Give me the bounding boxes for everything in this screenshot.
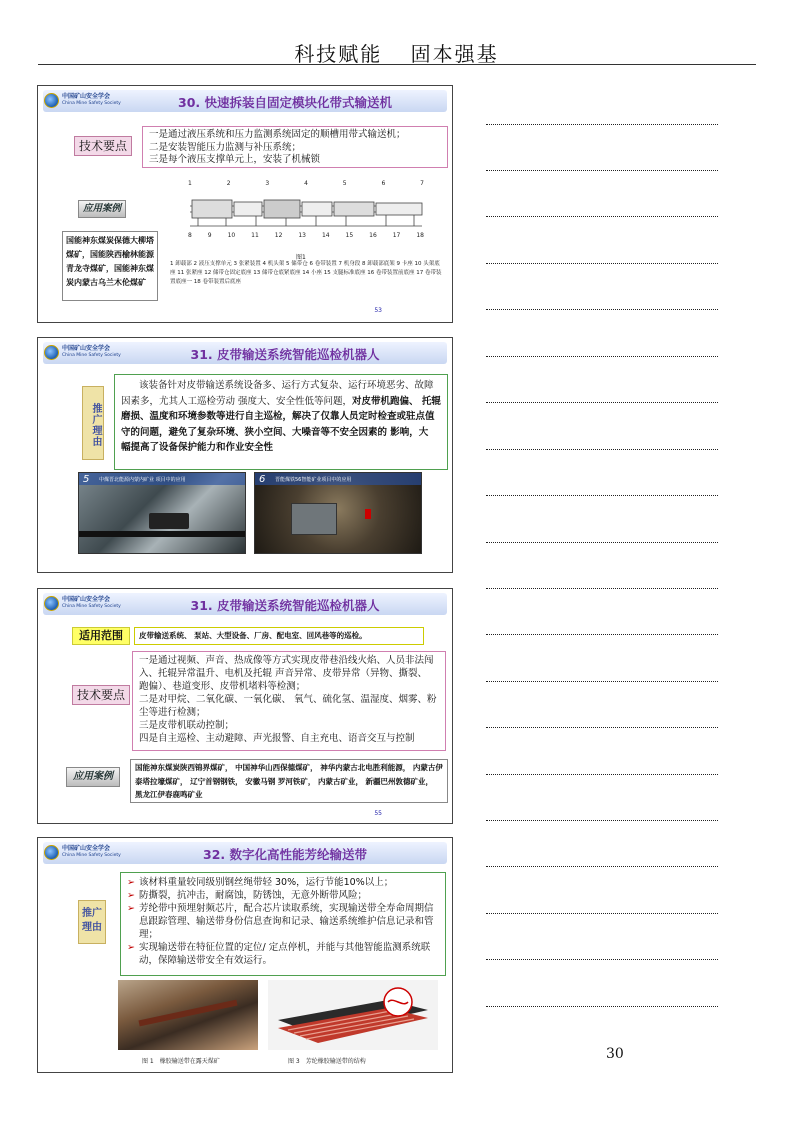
- photo-number: 5: [83, 474, 90, 485]
- tech-line-2: 二是安装智能压力监测与补压系统；: [149, 141, 302, 153]
- scope-label: 适用范围: [72, 627, 130, 645]
- bullet-text: 该材料重量较同级别钢丝绳带轻 30%，运行节能10%以上；: [138, 877, 394, 888]
- bullet-item: [127, 902, 439, 941]
- note-line: [486, 263, 718, 264]
- diagram-number: 5: [342, 180, 347, 187]
- application-case-text: 国能神东煤炭保德大柳塔煤矿，国能陕西榆林能源青龙寺煤矿，国能神东煤炭内蒙古乌兰木伦煤矿: [62, 231, 158, 301]
- bullet-item: [127, 941, 439, 967]
- logo-en-text: China Mine Safety Society: [62, 353, 121, 358]
- society-logo: [44, 595, 122, 611]
- diagram-number: 1: [188, 180, 192, 187]
- diagram-number: 13: [298, 232, 306, 239]
- promotion-reason-box: [120, 872, 446, 976]
- diagram-number: 11: [251, 232, 259, 239]
- tech-line-4: 四是自主巡检、主动避障、声光报警、自主充电、语音交互与控制: [139, 733, 415, 744]
- logo-en-text: China Mine Safety Society: [62, 853, 121, 858]
- figure-caption: 1 卸载部 2 液压支撑单元 3 张紧装置 4 机头架 5 储带仓 6 卷带装置 7 机身段 8 卸载部底架 9 卡座 10 头架底座 11 张紧座 12 储带仓固定底座 13 储带仓底紧底座 14 小座 15 支腿标准底座 16 卷带装置前底座 17 卷带装置底座一 18 卷带装置后底座: [170, 261, 442, 285]
- scope-text: 皮带输送系统、 泵站、大型设备、厂房、配电室、回风巷等的巡检。: [134, 627, 424, 645]
- tech-points-box: [132, 651, 446, 751]
- note-line: [486, 774, 718, 775]
- note-line: [486, 216, 718, 217]
- slide-title: 31. 皮带输送系统智能巡检机器人: [190, 598, 380, 613]
- bullet-arrow-icon: ➢: [127, 890, 135, 901]
- tech-line-3: 三是皮带机联动控制；: [139, 720, 235, 731]
- society-logo-icon: [44, 845, 59, 860]
- note-line: [486, 866, 718, 867]
- diagram-number: 10: [227, 232, 236, 239]
- note-line: [486, 1006, 718, 1007]
- robot-photo-2: [254, 472, 422, 554]
- note-line: [486, 449, 718, 450]
- society-logo-icon: [44, 345, 59, 360]
- logo-en-text: China Mine Safety Society: [62, 101, 121, 106]
- note-line: [486, 356, 718, 357]
- reason-normal-text: 该装备针对皮带输送系统设备多、运行方式复杂、运行环境恶劣、故障因素多，尤其人工巡检劳动 强度大、安全性低等问题，: [121, 380, 434, 407]
- logo-cn-text: 中国矿山安全学会: [62, 93, 111, 100]
- society-logo: [44, 92, 122, 108]
- robot-photo-1: [78, 472, 246, 554]
- diagram-number: 15: [345, 232, 354, 239]
- page-number: 30: [606, 1046, 624, 1062]
- diagram-number: 8: [188, 232, 192, 239]
- figure-1-caption: 图 1 橡胶输送带在露天煤矿: [142, 1058, 220, 1065]
- tech-points-label: 技术要点: [72, 685, 130, 705]
- slide-32-aramid-belt: [37, 837, 453, 1073]
- promotion-reason-box: [114, 374, 448, 470]
- note-line: [486, 170, 718, 171]
- diagram-number: 4: [304, 180, 308, 187]
- diagram-number: 9: [207, 232, 212, 239]
- bullet-text: 防撕裂，抗冲击，耐腐蚀，防锈蚀，无意外断带风险；: [138, 890, 367, 901]
- application-case-label: 应用案例: [78, 200, 126, 218]
- tech-line-2: 二是对甲烷、二氧化碳、一氧化碳、 氧气、硫化氢、温湿度、烟雾、粉尘等进行检测；: [139, 694, 437, 718]
- header-rule: [38, 64, 756, 65]
- note-line: [486, 820, 718, 821]
- society-logo: [44, 344, 122, 360]
- note-line: [486, 588, 718, 589]
- note-line: [486, 727, 718, 728]
- note-line: [486, 542, 718, 543]
- tech-line-1: 一是通过液压系统和压力监测系统固定的顺槽用带式输送机；: [149, 129, 406, 140]
- society-logo: [44, 844, 122, 860]
- diagram-number: 3: [265, 180, 270, 187]
- reason-bold-text: 对皮带机跑偏、 托辊磨损、温度和环境参数等进行自主巡检，解决了仅靠人员定时检查或驻点值守的问题，避免了复杂环境、狭小空间、大噪音等不安全因素的 影响，大 幅提高了设备保护能力和作业安全性: [121, 395, 441, 453]
- bullet-text: 芳纶带中预埋射频芯片，配合芯片读取系统，实现输送带全寿命周期信息跟踪管理、输送带身份信息查询和记录、输送系统维护信息记录和管理；: [138, 903, 434, 940]
- logo-cn-text: 中国矿山安全学会: [62, 845, 111, 852]
- diagram-number: 2: [226, 180, 231, 187]
- figure-label: 图1: [296, 254, 306, 261]
- tech-points-label: 技术要点: [74, 136, 132, 156]
- note-line: [486, 309, 718, 310]
- bullet-arrow-icon: ➢: [127, 903, 135, 914]
- note-line: [486, 959, 718, 960]
- bullet-item: [127, 876, 439, 889]
- bullet-arrow-icon: ➢: [127, 942, 135, 953]
- slide-31-inspection-robot-details: [37, 588, 453, 824]
- note-line: [486, 495, 718, 496]
- note-line: [486, 681, 718, 682]
- bullet-item: [127, 889, 439, 902]
- tech-line-3: 三是每个液压支撑单元上，安装了机械锁: [149, 154, 321, 165]
- diagram-top-numbers: [188, 180, 424, 187]
- slide-title: 30. 快速拆装自固定模块化带式输送机: [178, 95, 392, 110]
- bullet-text: 实现输送带在特征位置的定位/ 定点停机，并能与其他智能监测系统联动，保障输送带安全有效运行。: [138, 942, 431, 966]
- application-case-label: 应用案例: [66, 767, 120, 787]
- header-right-text: 固本强基: [410, 42, 499, 66]
- slide-title: 32. 数字化高性能芳纶输送带: [203, 847, 367, 862]
- society-logo-icon: [44, 93, 59, 108]
- diagram-number: 17: [392, 232, 401, 239]
- slide-31-inspection-robot: [37, 337, 453, 573]
- slide-number: 55: [374, 810, 382, 817]
- society-logo-icon: [44, 596, 59, 611]
- diagram-number: 12: [274, 232, 283, 239]
- promotion-reason-label: 推广理由: [82, 386, 104, 460]
- logo-cn-text: 中国矿山安全学会: [62, 596, 111, 603]
- application-case-text: 国能神东煤炭陕西锦界煤矿， 中国神华山西保德煤矿， 神华内蒙古北电胜利能源， 内蒙古伊泰塔拉壕煤矿， 辽宁首钢钢铁， 安徽马钢 罗河铁矿， 内蒙古矿业， 新疆巴州敦德矿业， 黑龙江伊春鹿鸣矿业: [130, 759, 448, 803]
- photo-caption: 中煤晋北能源内蒙内矿业 项目中的应用: [99, 477, 186, 483]
- bullet-arrow-icon: ➢: [127, 877, 135, 888]
- promotion-reason-label: 推广理由: [78, 900, 106, 944]
- diagram-number: 6: [381, 180, 386, 187]
- slide-30-conveyor: [37, 85, 453, 323]
- diagram-bottom-numbers: [188, 232, 424, 239]
- page-header: [0, 38, 793, 67]
- photo-number: 6: [259, 474, 266, 485]
- diagram-number: 7: [420, 180, 424, 187]
- photo-caption: 晋能煤铁56智能矿业项目中的应用: [275, 477, 352, 483]
- tech-line-1: 一是通过视频、声音、热成像等方式实现皮带巷沿线火焰、人员非法闯入、托辊异常温升、电机及托辊 声音异常、皮带异常（异物、撕裂、 跑偏）、巷道变形、皮带机堵料等检测；: [139, 655, 434, 692]
- note-line: [486, 634, 718, 635]
- belt-structure-diagram: [268, 980, 438, 1050]
- diagram-number: 16: [369, 232, 377, 239]
- tech-points-box: [142, 126, 448, 168]
- aramid-belt-structure-image: [268, 980, 438, 1050]
- logo-en-text: China Mine Safety Society: [62, 604, 121, 609]
- figure-3-caption: 图 3 芳纶橡胶输送带的结构: [288, 1058, 366, 1065]
- open-pit-belt-photo: [118, 980, 258, 1050]
- slide-title: 31. 皮带输送系统智能巡检机器人: [190, 347, 380, 362]
- slide-number: 53: [374, 307, 382, 314]
- logo-cn-text: 中国矿山安全学会: [62, 345, 111, 352]
- note-line: [486, 124, 718, 125]
- diagram-number: 18: [416, 232, 424, 239]
- header-left-text: 科技赋能: [294, 42, 383, 66]
- diagram-number: 14: [321, 232, 330, 239]
- note-line: [486, 402, 718, 403]
- note-line: [486, 913, 718, 914]
